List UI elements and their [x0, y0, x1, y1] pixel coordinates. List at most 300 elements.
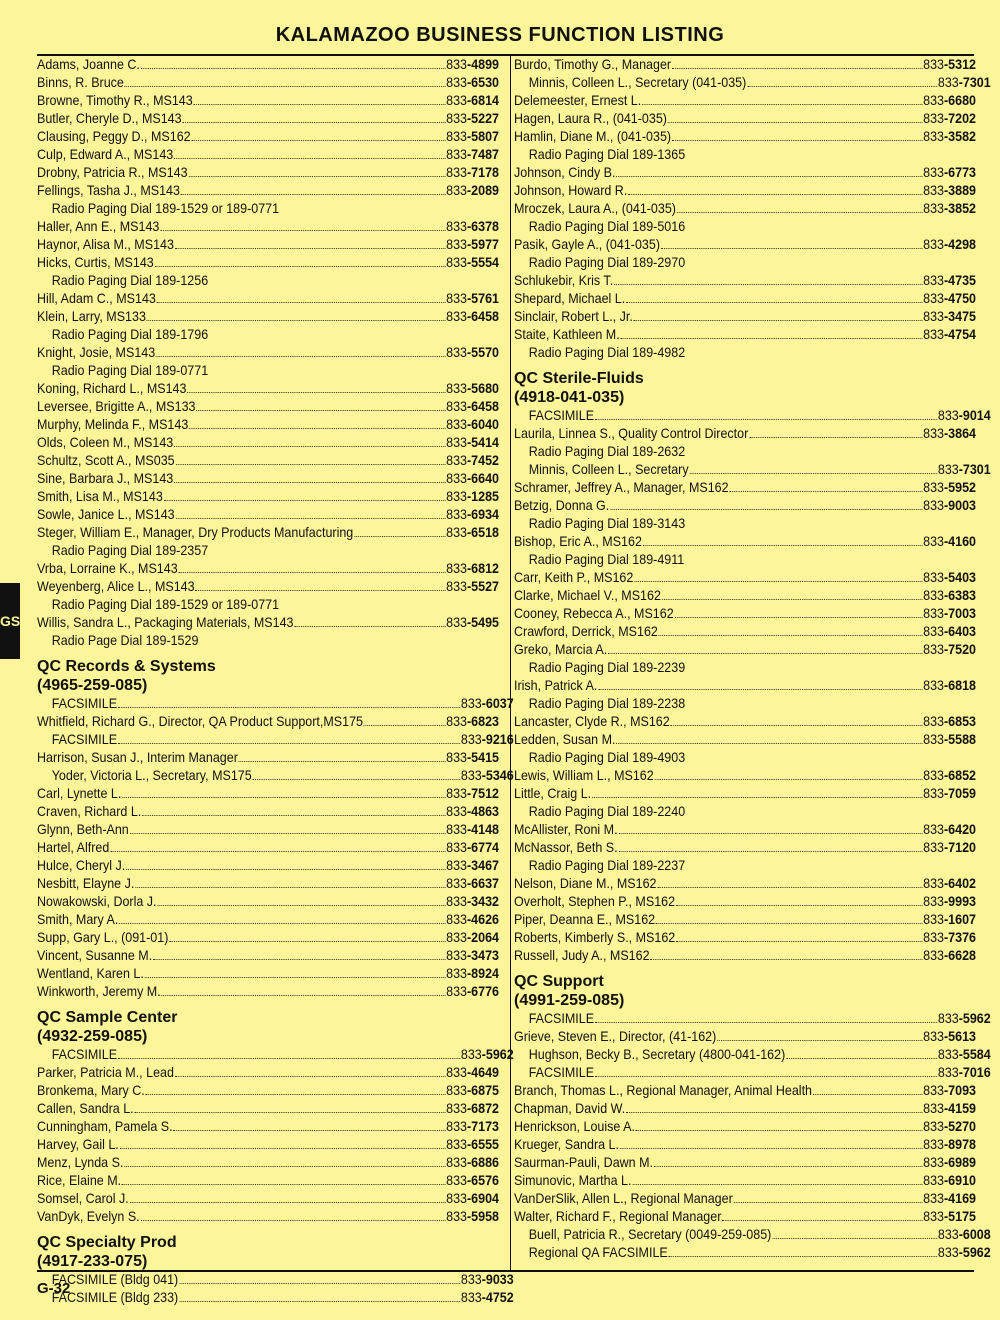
directory-entry	[514, 200, 976, 218]
dot-leader	[294, 626, 445, 627]
entry-name: Hagen, Laura R., (041-035)	[514, 111, 667, 126]
entry-phone: 833-9993	[923, 894, 977, 909]
directory-entry	[514, 767, 976, 785]
dot-leader	[155, 266, 446, 267]
entry-phone: 833-6637	[446, 876, 500, 891]
entry-phone: 833-5570	[446, 345, 500, 360]
entry-phone: 833-9014	[937, 408, 991, 423]
entry-name: Hartel, Alfred	[37, 840, 110, 855]
entry-name: FACSIMILE	[51, 732, 118, 747]
directory-entry	[514, 1244, 991, 1262]
entry-name: FACSIMILE (Bldg 233)	[51, 1290, 179, 1305]
entry-name: Glynn, Beth-Ann	[37, 822, 129, 837]
paging-note: Radio Paging Dial 189-2237	[528, 858, 686, 873]
dot-leader	[183, 122, 446, 123]
dot-leader	[610, 509, 922, 510]
entry-phone: 833-5414	[446, 435, 500, 450]
directory-entry	[37, 1208, 499, 1226]
entry-name: Walter, Richard F., Regional Manager	[514, 1209, 722, 1224]
section-heading: QC Support	[514, 973, 604, 990]
entry-phone: 833-3889	[923, 183, 977, 198]
directory-entry	[514, 839, 976, 857]
dot-leader	[146, 1094, 446, 1095]
entry-name: Greko, Marcia A.	[514, 642, 608, 657]
entry-phone: 833-8924	[446, 966, 500, 981]
directory-entry	[37, 416, 499, 434]
dot-leader	[626, 302, 922, 303]
dot-leader	[118, 743, 460, 744]
dot-leader	[122, 1184, 445, 1185]
directory-entry	[37, 380, 499, 398]
entry-name: Olds, Coleen M., MS143	[37, 435, 174, 450]
dot-leader	[253, 779, 460, 780]
entry-phone: 833-6403	[923, 624, 977, 639]
dot-leader	[176, 464, 446, 465]
directory-entry	[37, 875, 499, 893]
directory-entry	[514, 308, 976, 326]
entry-phone: 833-7178	[446, 165, 500, 180]
entry-name: Smith, Mary A.	[37, 912, 119, 927]
entry-name: Nesbitt, Elayne J.	[37, 876, 135, 891]
directory-entry	[514, 569, 976, 587]
dot-leader	[650, 959, 922, 960]
entry-phone: 833-6555	[446, 1137, 500, 1152]
directory-entry	[37, 1046, 514, 1064]
entry-name: Browne, Timothy R., MS143	[37, 93, 193, 108]
dot-leader	[595, 1076, 937, 1077]
entry-phone: 833-1285	[446, 489, 500, 504]
directory-entry	[37, 146, 499, 164]
dot-leader	[671, 725, 923, 726]
right-column	[514, 56, 991, 1262]
entry-phone: 833-6872	[446, 1101, 500, 1116]
dot-leader	[621, 338, 923, 339]
directory-entry	[37, 470, 499, 488]
left-column	[37, 56, 514, 1307]
entry-name: FACSIMILE	[51, 696, 118, 711]
entry-phone: 833-5807	[446, 129, 500, 144]
entry-phone: 833-6037	[460, 696, 514, 711]
entry-phone: 833-4750	[923, 291, 977, 306]
dot-leader	[675, 617, 923, 618]
entry-phone: 833-5527	[446, 579, 500, 594]
dot-leader	[110, 851, 445, 852]
entry-phone: 833-6420	[923, 822, 977, 837]
directory-entry	[37, 983, 499, 1001]
entry-name: Craven, Richard L.	[37, 804, 142, 819]
dot-leader	[156, 356, 445, 357]
dot-leader	[120, 1148, 446, 1149]
entry-phone: 833-5761	[446, 291, 500, 306]
entry-name: Piper, Deanna E., MS162	[514, 912, 656, 927]
dot-leader	[672, 68, 922, 69]
dot-leader	[676, 941, 922, 942]
dot-leader	[135, 1112, 446, 1113]
entry-name: Delemeester, Ernest L.	[514, 93, 642, 108]
directory-entry	[514, 821, 976, 839]
entry-name: Menz, Lynda S.	[37, 1155, 124, 1170]
entry-phone: 833-6458	[446, 309, 500, 324]
entry-phone: 833-7093	[923, 1083, 977, 1098]
dot-leader	[749, 437, 922, 438]
entry-name: Schultz, Scott A., MS035	[37, 453, 175, 468]
dot-leader	[657, 887, 922, 888]
dot-leader	[196, 410, 445, 411]
entry-name: Cunningham, Pamela S.	[37, 1119, 173, 1134]
entry-phone: 833-4754	[923, 327, 977, 342]
directory-entry	[37, 695, 514, 713]
directory-entry	[514, 1100, 976, 1118]
entry-name: Laurila, Linnea S., Quality Control Director	[514, 426, 749, 441]
entry-name: Minnis, Colleen L., Secretary	[528, 462, 689, 477]
entry-name: Roberts, Kimberly S., MS162	[514, 930, 676, 945]
directory-entry	[514, 425, 976, 443]
dot-leader	[598, 689, 922, 690]
paging-note: Radio Paging Dial 189-2239	[528, 660, 686, 675]
entry-name: Schlukebir, Kris T.	[514, 273, 614, 288]
entry-phone: 833-7487	[446, 147, 500, 162]
dot-leader	[173, 1130, 445, 1131]
entry-phone: 833-7376	[923, 930, 977, 945]
dot-leader	[632, 1184, 922, 1185]
dot-leader	[141, 68, 445, 69]
entry-phone: 833-6776	[446, 984, 500, 999]
entry-phone: 833-4752	[460, 1290, 514, 1305]
directory-entry	[37, 92, 499, 110]
entry-name: Branch, Thomas L., Regional Manager, Animal Health	[514, 1083, 813, 1098]
dot-leader	[118, 707, 460, 708]
dot-leader	[620, 1148, 922, 1149]
directory-entry	[37, 821, 499, 839]
entry-name: Pasik, Gayle A., (041-035)	[514, 237, 660, 252]
directory-entry	[37, 506, 499, 524]
entry-phone: 833-7173	[446, 1119, 500, 1134]
footer-rule	[37, 1270, 974, 1272]
entry-name: Grieve, Steven E., Director, (41-162)	[514, 1029, 717, 1044]
entry-name: Hamlin, Diane M., (041-035)	[514, 129, 672, 144]
directory-entry	[37, 1082, 499, 1100]
entry-phone: 833-6773	[923, 165, 977, 180]
dot-leader	[642, 104, 922, 105]
dot-leader	[608, 653, 922, 654]
directory-entry	[37, 839, 499, 857]
entry-phone: 833-5962	[460, 1047, 514, 1062]
entry-phone: 833-5403	[923, 570, 977, 585]
entry-phone: 833-6774	[446, 840, 500, 855]
entry-name: Chapman, David W.	[514, 1101, 626, 1116]
entry-name: Smith, Lisa M., MS143	[37, 489, 163, 504]
directory-entry	[37, 1289, 514, 1307]
entry-phone: 833-6904	[446, 1191, 500, 1206]
directory-entry	[514, 1208, 976, 1226]
directory-entry	[37, 128, 499, 146]
directory-entry	[514, 713, 976, 731]
directory-entry	[514, 605, 976, 623]
dot-leader	[813, 1094, 922, 1095]
directory-entry	[514, 1028, 976, 1046]
dot-leader	[160, 230, 445, 231]
entry-name: Binns, R. Bruce	[37, 75, 124, 90]
entry-name: Sowle, Janice L., MS143	[37, 507, 175, 522]
entry-phone: 833-6402	[923, 876, 977, 891]
entry-phone: 833-5613	[923, 1029, 977, 1044]
entry-phone: 833-5962	[937, 1011, 991, 1026]
dot-leader	[722, 1220, 922, 1221]
dot-leader	[677, 212, 922, 213]
directory-entry	[514, 236, 976, 254]
entry-phone: 833-6934	[446, 507, 500, 522]
paging-note: Radio Paging Dial 189-1796	[51, 327, 209, 342]
section-heading: (4918-041-035)	[514, 389, 625, 406]
directory-entry	[514, 533, 976, 551]
dot-leader	[157, 905, 445, 906]
paging-note: Radio Paging Dial 189-2632	[528, 444, 686, 459]
paging-note: Radio Paging Dial 189-4982	[528, 345, 686, 360]
dot-leader	[786, 1058, 937, 1059]
entry-name: Hill, Adam C., MS143	[37, 291, 156, 306]
paging-note: Radio Paging Dial 189-1256	[51, 273, 209, 288]
entry-name: Whitfield, Richard G., Director, QA Product Support,MS175	[37, 714, 363, 729]
dot-leader	[124, 1166, 445, 1167]
directory-entry	[514, 110, 976, 128]
entry-phone: 833-9003	[923, 498, 977, 513]
dot-leader	[179, 572, 446, 573]
directory-entry	[37, 1154, 499, 1172]
directory-entry	[37, 1100, 499, 1118]
entry-phone: 833-7301	[937, 462, 991, 477]
entry-name: Bishop, Eric A., MS162	[514, 534, 642, 549]
entry-name: Leversee, Brigitte A., MS133	[37, 399, 196, 414]
entry-phone: 833-7059	[923, 786, 977, 801]
directory-entry	[514, 677, 976, 695]
entry-phone: 833-4159	[923, 1101, 977, 1116]
dot-leader	[195, 590, 445, 591]
entry-phone: 833-7452	[446, 453, 500, 468]
directory-entry	[514, 1172, 976, 1190]
dot-leader	[239, 761, 445, 762]
paging-note: Radio Paging Dial 189-1365	[528, 147, 686, 162]
entry-name: Drobny, Patricia R., MS143	[37, 165, 188, 180]
directory-entry	[514, 1118, 976, 1136]
entry-name: Winkworth, Jeremy M.	[37, 984, 161, 999]
entry-phone: 833-6458	[446, 399, 500, 414]
entry-name: Irish, Patrick A.	[514, 678, 598, 693]
entry-phone: 833-4649	[446, 1065, 500, 1080]
dot-leader	[130, 1202, 446, 1203]
directory-entry	[37, 110, 499, 128]
dot-leader	[676, 905, 922, 906]
section-heading: QC Specialty Prod	[37, 1234, 177, 1251]
dot-leader	[125, 86, 445, 87]
entry-phone: 833-4863	[446, 804, 500, 819]
entry-name: Rice, Elaine M.	[37, 1173, 122, 1188]
directory-entry	[37, 614, 499, 632]
dot-leader	[616, 743, 922, 744]
directory-entry	[514, 1226, 991, 1244]
entry-name: Sinclair, Robert L., Jr.	[514, 309, 633, 324]
entry-phone: 833-6814	[446, 93, 500, 108]
entry-phone: 833-8978	[923, 1137, 977, 1152]
directory-entry	[37, 803, 499, 821]
dot-leader	[153, 959, 445, 960]
directory-entry	[37, 767, 514, 785]
section-heading: QC Sterile-Fluids	[514, 370, 644, 387]
directory-entry	[37, 893, 499, 911]
entry-phone: 833-7301	[937, 75, 991, 90]
dot-leader	[618, 833, 922, 834]
directory-entry	[37, 56, 499, 74]
directory-entry	[37, 344, 499, 362]
dot-leader	[145, 977, 445, 978]
dot-leader	[179, 1283, 460, 1284]
dot-leader	[364, 725, 445, 726]
entry-name: Hicks, Curtis, MS143	[37, 255, 154, 270]
dot-leader	[135, 887, 445, 888]
directory-entry	[514, 1010, 991, 1028]
dot-leader	[659, 635, 922, 636]
dot-leader	[656, 923, 922, 924]
entry-name: Saurman-Pauli, Dawn M.	[514, 1155, 654, 1170]
entry-phone: 833-9033	[460, 1272, 514, 1287]
entry-name: FACSIMILE	[51, 1047, 118, 1062]
entry-phone: 833-6640	[446, 471, 500, 486]
page-number: G-32	[37, 1280, 71, 1297]
section-heading: (4932-259-085)	[37, 1028, 148, 1045]
entry-name: Adams, Joanne C.	[37, 57, 140, 72]
dot-leader	[672, 140, 922, 141]
entry-name: Staite, Kathleen M.	[514, 327, 620, 342]
dot-leader	[354, 536, 445, 537]
dot-leader	[164, 500, 445, 501]
dot-leader	[174, 158, 445, 159]
entry-phone: 833-5312	[923, 57, 977, 72]
directory-entry	[514, 290, 976, 308]
dot-leader	[614, 284, 922, 285]
directory-entry	[514, 893, 976, 911]
entry-name: VanDyk, Evelyn S.	[37, 1209, 140, 1224]
directory-entry	[37, 452, 499, 470]
entry-name: Knight, Josie, MS143	[37, 345, 156, 360]
section-heading: QC Sample Center	[37, 1009, 178, 1026]
entry-name: FACSIMILE	[528, 1011, 595, 1026]
entry-phone: 833-5495	[446, 615, 500, 630]
directory-entry	[514, 1046, 991, 1064]
directory-entry	[37, 911, 499, 929]
directory-entry	[514, 785, 976, 803]
directory-entry	[37, 1271, 514, 1289]
entry-phone: 833-6040	[446, 417, 500, 432]
entry-name: Betzig, Donna G.	[514, 498, 610, 513]
dot-leader	[626, 1112, 922, 1113]
entry-name: Somsel, Carol J.	[37, 1191, 129, 1206]
entry-phone: 833-6853	[923, 714, 977, 729]
directory-entry	[514, 326, 976, 344]
page-title: KALAMAZOO BUSINESS FUNCTION LISTING	[275, 24, 725, 46]
section-heading: (4991-259-085)	[514, 992, 625, 1009]
entry-phone: 833-4169	[923, 1191, 977, 1206]
dot-leader	[690, 473, 937, 474]
entry-phone: 833-3432	[446, 894, 500, 909]
dot-leader	[669, 1256, 937, 1257]
entry-name: Callen, Sandra L.	[37, 1101, 134, 1116]
dot-leader	[187, 392, 445, 393]
directory-entry	[37, 578, 499, 596]
entry-phone: 833-6008	[937, 1227, 991, 1242]
entry-phone: 833-3582	[923, 129, 977, 144]
entry-name: Yoder, Victoria L., Secretary, MS175	[51, 768, 252, 783]
directory-entry	[37, 947, 499, 965]
paging-note: Radio Paging Dial 189-3143	[528, 516, 686, 531]
paging-note: Radio Paging Dial 189-4903	[528, 750, 686, 765]
entry-phone: 833-2089	[446, 183, 500, 198]
directory-entry	[37, 1190, 499, 1208]
dot-leader	[595, 1022, 937, 1023]
dot-leader	[734, 1202, 923, 1203]
dot-leader	[668, 122, 922, 123]
entry-name: Russell, Judy A., MS162	[514, 948, 650, 963]
entry-name: Wentland, Karen L.	[37, 966, 144, 981]
entry-name: Carr, Keith P., MS162	[514, 570, 634, 585]
entry-phone: 833-5415	[446, 750, 500, 765]
entry-name: Little, Craig L.	[514, 786, 592, 801]
directory-entry	[514, 479, 976, 497]
dot-leader	[126, 869, 445, 870]
directory-entry	[37, 1064, 499, 1082]
entry-phone: 833-3475	[923, 309, 977, 324]
dot-leader	[616, 176, 922, 177]
directory-entry	[37, 182, 499, 200]
entry-phone: 833-5346	[460, 768, 514, 783]
directory-entry	[514, 929, 976, 947]
entry-phone: 833-7512	[446, 786, 500, 801]
entry-phone: 833-6812	[446, 561, 500, 576]
directory-entry	[37, 749, 499, 767]
directory-entry	[514, 128, 976, 146]
directory-entry	[514, 272, 976, 290]
directory-entry	[37, 1172, 499, 1190]
directory-entry	[37, 785, 499, 803]
entry-phone: 833-3473	[446, 948, 500, 963]
paging-note: Radio Paging Dial 189-5016	[528, 219, 686, 234]
entry-name: Ledden, Susan M.	[514, 732, 616, 747]
dot-leader	[654, 1166, 922, 1167]
entry-name: FACSIMILE (Bldg 041)	[51, 1272, 179, 1287]
dot-leader	[119, 923, 445, 924]
entry-phone: 833-3467	[446, 858, 500, 873]
entry-name: Minnis, Colleen L., Secretary (041-035)	[528, 75, 747, 90]
entry-phone: 833-4148	[446, 822, 500, 837]
directory-entry	[37, 713, 499, 731]
entry-phone: 833-5588	[923, 732, 977, 747]
entry-name: FACSIMILE	[528, 1065, 595, 1080]
dot-leader	[747, 86, 937, 87]
directory-entry	[514, 74, 991, 92]
directory-entry	[37, 1136, 499, 1154]
entry-name: Henrickson, Louise A.	[514, 1119, 635, 1134]
directory-entry	[37, 308, 499, 326]
dot-leader	[162, 995, 446, 996]
entry-phone: 833-6628	[923, 948, 977, 963]
directory-entry	[37, 74, 499, 92]
entry-phone: 833-6518	[446, 525, 500, 540]
directory-entry	[514, 641, 976, 659]
entry-phone: 833-6989	[923, 1155, 977, 1170]
entry-phone: 833-6875	[446, 1083, 500, 1098]
entry-phone: 833-5977	[446, 237, 500, 252]
entry-name: Fellings, Tasha J., MS143	[37, 183, 180, 198]
entry-phone: 833-5680	[446, 381, 500, 396]
entry-phone: 833-4298	[923, 237, 977, 252]
